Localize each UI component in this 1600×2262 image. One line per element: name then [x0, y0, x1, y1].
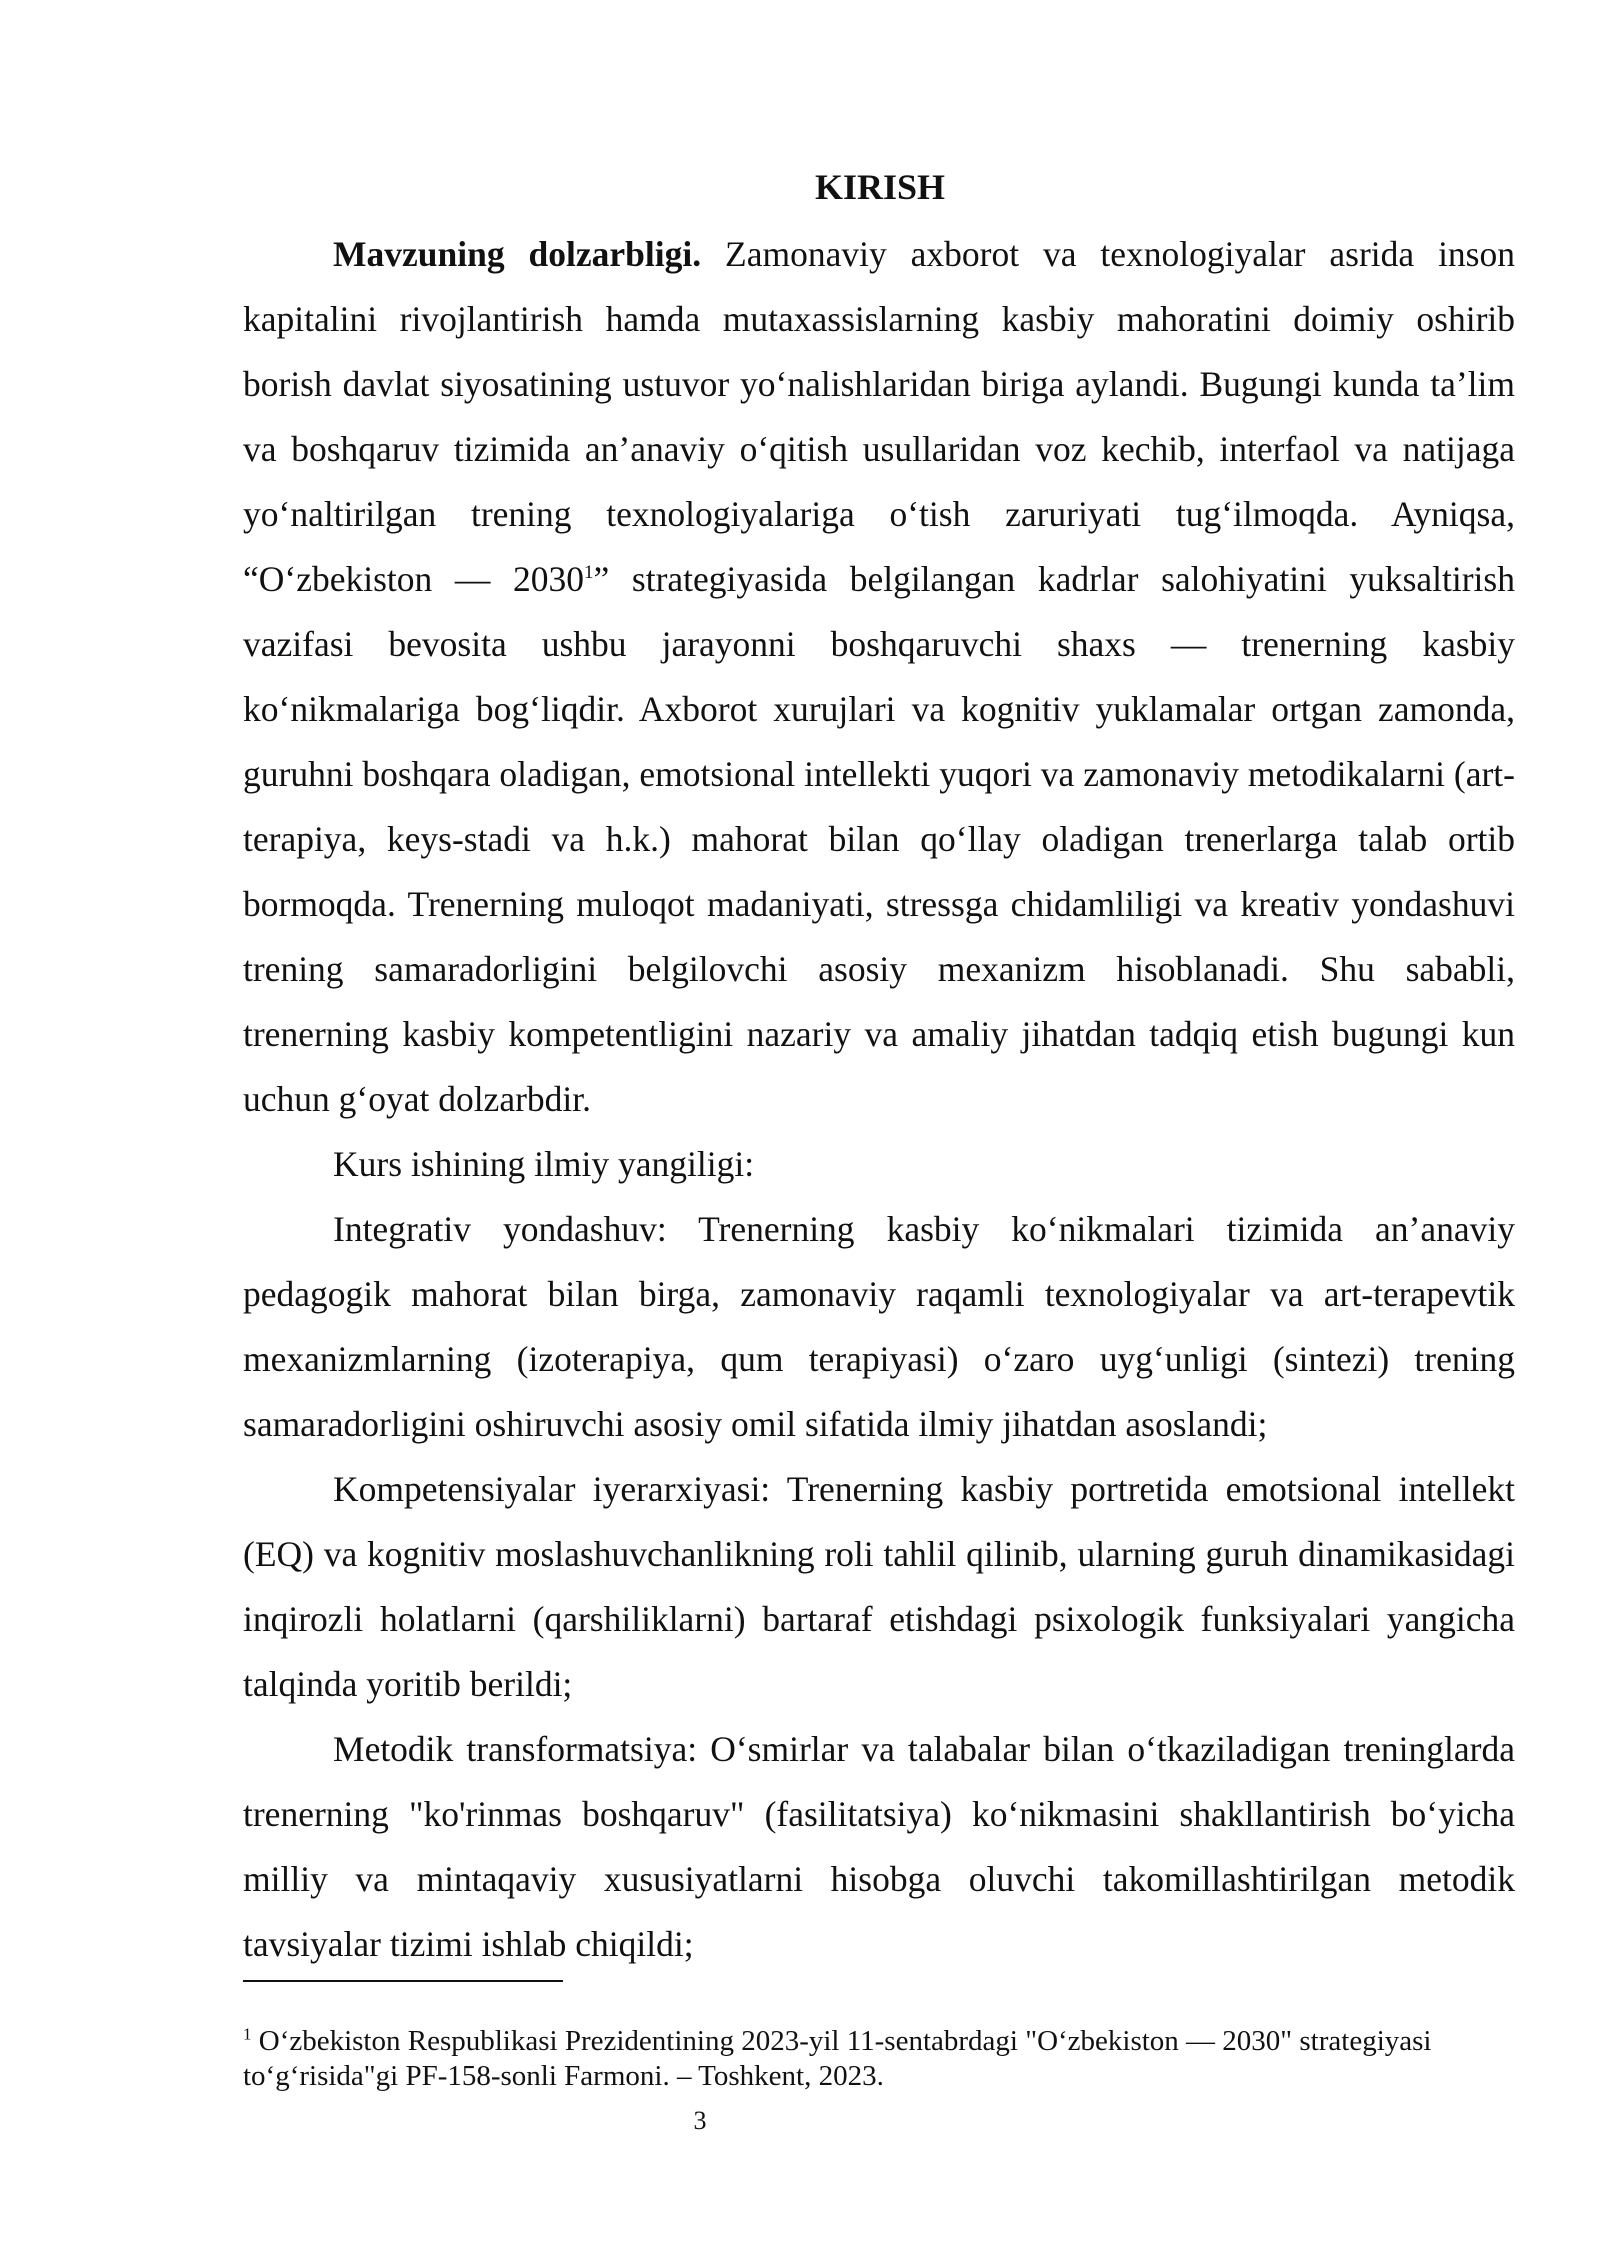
page-number: 3	[693, 2106, 707, 2135]
page-title: KIRISH	[814, 167, 946, 207]
paragraph-integrative-approach: Integrativ yondashuv: Trenerning kasbiy ko‘nikmalari tizimida an’anaviy pedagogik mahorat bilan birga, zamonaviy raqamli texnologiyalar va art-terapevtik mexanizmlarning (izoterapiya, qum terapiyasi) o‘zaro uyg‘unligi (sintezi) trening samaradorligini oshiruvchi asosiy omil sifatida ilmiy jihatdan asoslandi;	[243, 1209, 1515, 1444]
footnote-text: O‘zbekiston Respublikasi Prezidentining 2023-yil 11-sentabrdagi "O‘zbekiston — 2030" strategiyasi to‘g‘risida"gi PF-158-sonli Farmoni. – Toshkent, 2023.	[243, 2025, 1432, 2092]
paragraph-relevance	[243, 222, 1515, 1132]
paragraph-lead-relevance: Mavzuning dolzarbligi.	[333, 234, 702, 274]
footnote	[243, 2024, 1515, 2094]
paragraph-novelty-heading: Kurs ishining ilmiy yangiligi:	[333, 1144, 755, 1184]
paragraph-methodical-transformation: Metodik transformatsiya: O‘smirlar va talabalar bilan o‘tkaziladigan treninglarda trenerning "ko'rinmas boshqaruv" (fasilitatsiya) ko‘nikmasini shakllantirish bo‘yicha milliy va mintaqaviy xususiyatlarni hisobga oluvchi takomillashtirilgan metodik tavsiyalar tizimi ishlab chiqildi;	[243, 1729, 1515, 1964]
paragraph-competency-hierarchy: Kompetensiyalar iyerarxiyasi: Trenerning kasbiy portretida emotsional intellekt (EQ) va kognitiv moslashuvchanlikning roli tahlil qilinib, ularning guruh dinamikasidagi inqirozli holatlarni (qarshiliklarni) bartaraf etishdagi psixologik funksiyalari yangicha talqinda yoritib berildi;	[243, 1469, 1515, 1704]
footnote-marker: 1	[243, 2024, 252, 2044]
paragraph-text-relevance-part1: Zamonaviy axborot va texnologiyalar asrida inson kapitalini rivojlantirish hamda mutaxassislarning kasbiy mahoratini doimiy oshirib borish davlat siyosatining ustuvor yo‘nalishlaridan biriga aylandi. Bugungi kunda ta’lim va boshqaruv tizimida an’anaviy o‘qitish usullaridan voz kechib, interfaol va natijaga yo‘naltirilgan trening texnologiyalariga o‘tish zaruriyati tug‘ilmoqda. Ayniqsa, “O‘zbekiston — 2030	[243, 234, 1515, 599]
footnote-separator	[243, 1980, 563, 1982]
paragraph-text-relevance-part2: ” strategiyasida belgilangan kadrlar salohiyatini yuksaltirish vazifasi bevosita ushbu jarayonni boshqaruvchi shaxs — trenerning kasbiy ko‘nikmalariga bog‘liqdir. Axborot xurujlari va kognitiv yuklamalar ortgan zamonda, guruhni boshqara oladigan, emotsional intellekti yuqori va zamonaviy metodikalarni (art-terapiya, keys-stadi va h.k.) mahorat bilan qo‘llay oladigan trenerlarga talab ortib bormoqda. Trenerning muloqot madaniyati, stressga chidamliligi va kreativ yondashuvi trening samaradorligini belgilovchi asosiy mexanizm hisoblanadi. Shu sababli, trenerning kasbiy kompetentligini nazariy va amaliy jihatdan tadqiq etish bugungi kun uchun g‘oyat dolzarbdir.	[243, 559, 1515, 1119]
footnote-reference[interactable]: 1	[584, 562, 594, 584]
body-text	[243, 222, 1515, 1977]
